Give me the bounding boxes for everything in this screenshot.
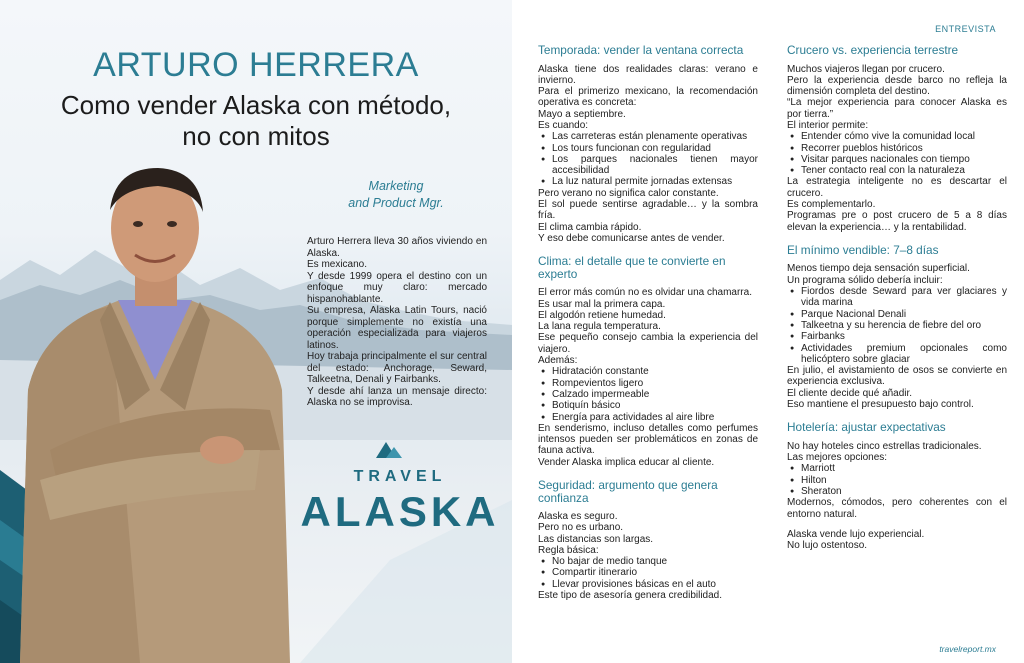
paragraph: Alaska es seguro. bbox=[538, 511, 618, 522]
list-item: ● Botiquín básico bbox=[552, 400, 758, 411]
paragraph: Pero la experiencia desde barco no refleja la dimensión completa del destino. bbox=[787, 74, 1007, 98]
bullet-list bbox=[787, 286, 1007, 365]
paragraph: Regla básica: bbox=[538, 544, 599, 556]
paragraph: Alaska tiene dos realidades claras: verano e invierno. bbox=[538, 63, 758, 86]
section-hoteleria bbox=[787, 421, 1007, 551]
list-item: ● Parque Nacional Denali bbox=[801, 309, 1007, 320]
headline bbox=[0, 90, 512, 152]
section-minimo bbox=[787, 244, 1007, 410]
bio-text bbox=[307, 236, 487, 409]
mountain-logo-icon bbox=[376, 440, 402, 458]
list-item: ● Los tours funcionan con regularidad bbox=[552, 143, 758, 154]
list-item: ● Talkeetna y su herencia de fiebre del oro bbox=[801, 320, 1007, 331]
paragraph: En senderismo, incluso detalles como perfumes intensos pueden ser problemáticos en zonas de fauna activa. bbox=[538, 422, 758, 457]
article-column-2 bbox=[787, 44, 1007, 562]
bio-paragraph: Hoy trabaja principalmente el sur central del estado: Anchorage, Seward, Talkeetna, Denali y Fairbanks. bbox=[307, 351, 487, 385]
paragraph: No lujo ostentoso. bbox=[787, 540, 868, 552]
section-heading: Seguridad: argumento que genera confianza bbox=[538, 478, 718, 505]
bullet-list bbox=[538, 556, 758, 590]
paragraph: Es cuando: bbox=[538, 119, 589, 131]
list-item: ● Las carreteras están plenamente operativas bbox=[552, 131, 758, 142]
portrait-photo bbox=[0, 150, 320, 663]
list-item: ● La luz natural permite jornadas extensas bbox=[552, 176, 758, 187]
role-line-2: and Product Mgr. bbox=[348, 196, 444, 210]
bio-paragraph: Y desde 1999 opera el destino con un enfoque muy claro: mercado hispanohablante. bbox=[307, 270, 487, 305]
paragraph-spacer bbox=[787, 520, 1007, 529]
right-page bbox=[512, 0, 1024, 663]
paragraph: El interior permite: bbox=[787, 119, 869, 131]
paragraph: Para el primerizo mexicano, la recomendación operativa es concreta: bbox=[538, 86, 758, 109]
paragraph: Este tipo de asesoría genera credibilidad. bbox=[538, 590, 723, 602]
list-item: ● Energía para actividades al aire libre bbox=[552, 412, 758, 423]
bullet-list bbox=[787, 463, 1007, 497]
paragraph: Muchos viajeros llegan por crucero. bbox=[787, 63, 945, 75]
job-role bbox=[330, 178, 462, 212]
section-temporada bbox=[538, 44, 758, 244]
bullet-list bbox=[538, 366, 758, 422]
headline-line-2: no con mitos bbox=[182, 121, 330, 151]
paragraph: La lana regula temperatura. bbox=[538, 321, 661, 333]
list-item: ● Sheraton bbox=[801, 486, 1007, 497]
paragraph: Alaska vende lujo experiencial. bbox=[787, 528, 925, 540]
list-item: ● Llevar provisiones básicas en el auto bbox=[552, 579, 758, 590]
bio-paragraph: Y desde ahí lanza un mensaje directo: Alaska no se improvisa. bbox=[307, 385, 487, 408]
paragraph: Y eso debe comunicarse antes de vender. bbox=[538, 232, 725, 244]
section-heading: Temporada: vender la ventana correcta bbox=[538, 43, 744, 57]
paragraph: Vender Alaska implica educar al cliente. bbox=[538, 456, 715, 468]
section-heading: Clima: el detalle que te convierte en experto bbox=[538, 254, 726, 281]
paragraph: El algodón retiene humedad. bbox=[538, 309, 666, 321]
list-item: ● Marriott bbox=[801, 463, 1007, 474]
list-item: ● Hilton bbox=[801, 475, 1007, 486]
paragraph: Las mejores opciones: bbox=[787, 452, 888, 464]
section-seguridad bbox=[538, 479, 758, 601]
list-item: ● Fiordos desde Seward para ver glaciares y vida marina bbox=[801, 286, 1007, 309]
paragraph: Modernos, cómodos, pero coherentes con el entorno natural. bbox=[787, 497, 1007, 520]
logo-alaska-text: ALASKA bbox=[300, 488, 500, 535]
list-item: ● Tener contacto real con la naturaleza bbox=[801, 165, 1007, 176]
section-clima bbox=[538, 255, 758, 468]
paragraph: “La mejor experiencia para conocer Alaska es por tierra.” bbox=[787, 97, 1007, 120]
section-heading: El mínimo vendible: 7–8 días bbox=[787, 242, 939, 257]
paragraph: En julio, el avistamiento de osos se convierte en experiencia exclusiva. bbox=[787, 365, 1007, 388]
paragraph: El error más común no es olvidar una chamarra. bbox=[538, 287, 752, 299]
paragraph: Pero no es urbano. bbox=[538, 522, 624, 534]
paragraph: Mayo a septiembre. bbox=[538, 108, 626, 120]
list-item: ● Actividades premium opcionales como helicóptero sobre glaciar bbox=[801, 343, 1007, 366]
list-item: ● Rompevientos ligero bbox=[552, 378, 758, 389]
paragraph: Programas pre o post crucero de 5 a 8 días elevan la experiencia… y la rentabilidad. bbox=[787, 210, 1007, 233]
list-item: ● Hidratación constante bbox=[552, 366, 758, 377]
list-item: ● No bajar de medio tanque bbox=[552, 556, 758, 567]
bio-paragraph: Arturo Herrera lleva 30 años viviendo en Alaska. bbox=[307, 236, 487, 259]
role-line-1: Marketing bbox=[368, 179, 424, 193]
article-column-1 bbox=[538, 44, 758, 612]
paragraph: El sol puede sentirse agradable… y la sombra fría. bbox=[538, 199, 758, 222]
bio-paragraph: Es mexicano. bbox=[307, 259, 368, 270]
paragraph: Pero verano no significa calor constante. bbox=[538, 187, 719, 199]
paragraph: Además: bbox=[538, 355, 578, 367]
list-item: ● Recorrer pueblos históricos bbox=[801, 143, 1007, 154]
list-item: ● Visitar parques nacionales con tiempo bbox=[801, 154, 1007, 165]
logo-travel-text: TRAVEL bbox=[353, 468, 447, 485]
paragraph: Menos tiempo deja sensación superficial. bbox=[787, 263, 970, 275]
paragraph: Eso mantiene el presupuesto bajo control. bbox=[787, 399, 974, 411]
person-name: ARTURO HERRERA bbox=[93, 46, 419, 84]
paragraph: Es usar mal la primera capa. bbox=[538, 298, 666, 310]
paragraph: El cliente decide qué añadir. bbox=[787, 387, 913, 399]
section-label: ENTREVISTA bbox=[935, 24, 996, 34]
section-heading: Crucero vs. experiencia terrestre bbox=[787, 43, 959, 57]
paragraph: Un programa sólido debería incluir: bbox=[787, 274, 943, 286]
list-item: ● Entender cómo vive la comunidad local bbox=[801, 131, 1007, 142]
paragraph: Las distancias son largas. bbox=[538, 533, 654, 545]
paragraph: El clima cambia rápido. bbox=[538, 221, 642, 233]
section-crucero bbox=[787, 44, 1007, 233]
list-item: ● Los parques nacionales tienen mayor accesibilidad bbox=[552, 154, 758, 177]
footer-website[interactable]: travelreport.mx bbox=[939, 644, 996, 654]
section-heading: Hotelería: ajustar expectativas bbox=[787, 420, 946, 435]
list-item: ● Fairbanks bbox=[801, 331, 1007, 342]
list-item: ● Compartir itinerario bbox=[552, 567, 758, 578]
headline-line-1: Como vender Alaska con método, bbox=[60, 90, 452, 120]
paragraph: Ese pequeño consejo cambia la experiencia del viajero. bbox=[538, 332, 758, 355]
list-item: ● Calzado impermeable bbox=[552, 389, 758, 400]
bullet-list bbox=[538, 131, 758, 187]
paragraph: La estrategia inteligente no es descartar el crucero. bbox=[787, 176, 1007, 199]
paragraph: Es complementarlo. bbox=[787, 199, 876, 211]
bullet-list bbox=[787, 131, 1007, 176]
bio-paragraph: Su empresa, Alaska Latin Tours, nació porque simplemente no existía una operación especializada para viajeros latinos. bbox=[307, 305, 487, 351]
paragraph: No hay hoteles cinco estrellas tradicionales. bbox=[787, 440, 982, 452]
travel-alaska-logo bbox=[300, 440, 500, 550]
